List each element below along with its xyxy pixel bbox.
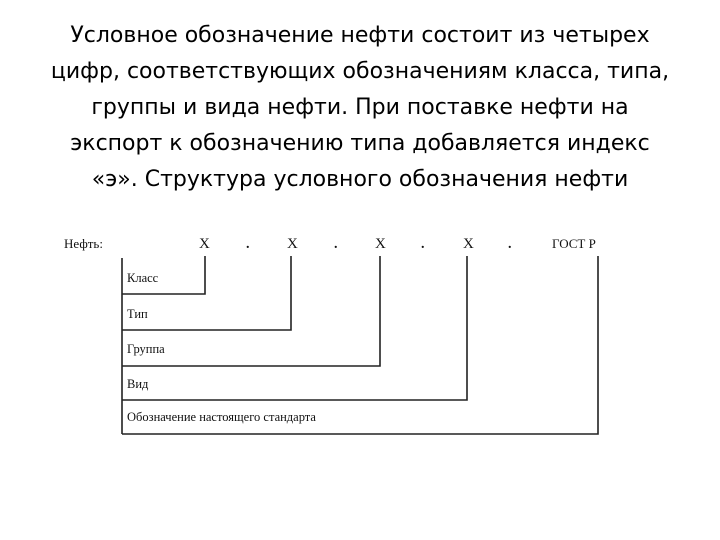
heading-line-5: «э». Структура условного обозначения нефти (91, 167, 629, 192)
separator-2: . (334, 237, 338, 252)
code-type: Х (287, 236, 298, 252)
label-type: Тип (127, 307, 148, 321)
connector-standard (122, 256, 598, 434)
label-kind: Вид (127, 377, 149, 391)
heading-line-1: Условное обозначение нефти состоит из четырех (70, 23, 650, 48)
code-class: Х (199, 236, 210, 252)
label-class: Класс (127, 271, 159, 285)
separator-1: . (246, 237, 250, 252)
standard-code: ГОСТ Р (552, 236, 596, 251)
separator-3: . (421, 237, 425, 252)
code-kind: Х (463, 236, 474, 252)
separator-4: . (508, 237, 512, 252)
connector-kind (122, 256, 467, 400)
code-group: Х (375, 236, 386, 252)
heading-line-2: цифр, соответствующих обозначениям класса, типа, (50, 59, 670, 84)
heading-line-3: группы и вида нефти. При поставке нефти на (91, 95, 629, 120)
label-standard: Обозначение настоящего стандарта (127, 410, 316, 424)
label-group: Группа (127, 342, 165, 356)
oil-lead-label: Нефть: (64, 236, 103, 251)
heading-line-4: экспорт к обозначению типа добавляется индекс (70, 131, 650, 156)
